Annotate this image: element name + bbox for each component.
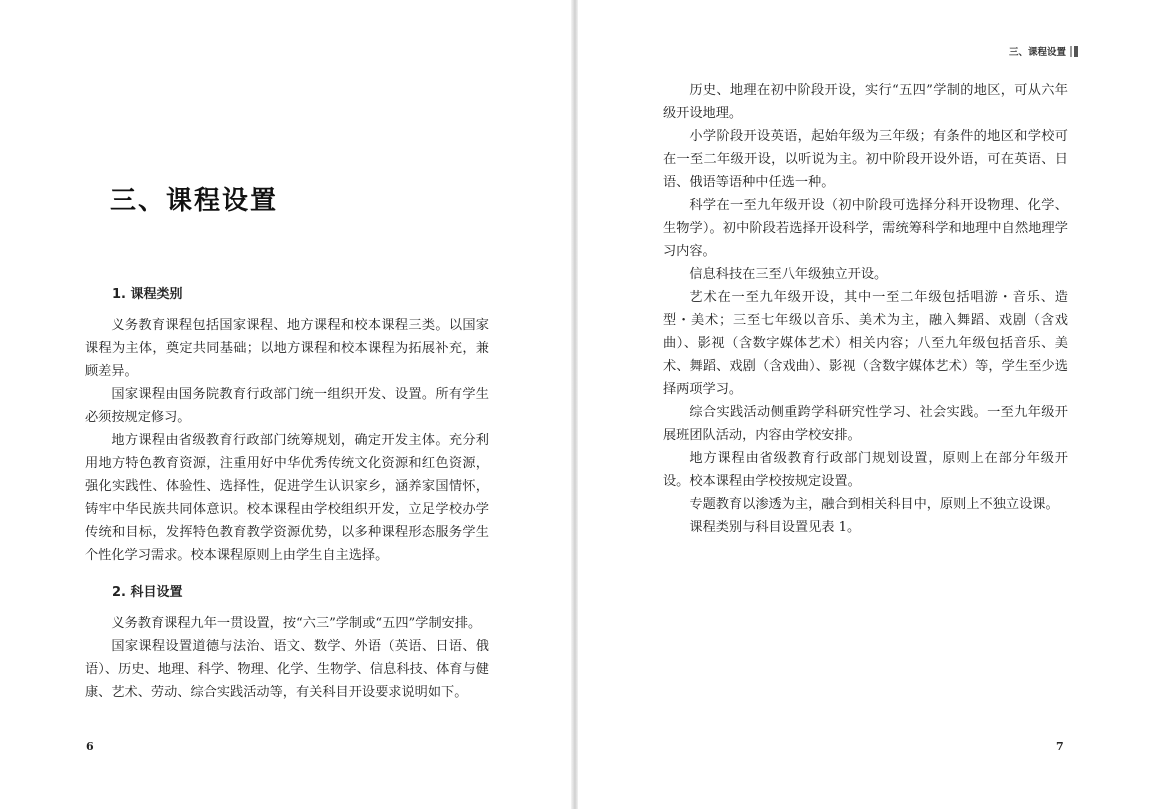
book-gutter bbox=[571, 0, 578, 809]
page-number-right: 7 bbox=[1056, 740, 1064, 753]
paragraph: 历史、地理在初中阶段开设，实行“五四”学制的地区，可从六年级开设地理。 bbox=[663, 83, 1068, 121]
header-bar-thick bbox=[1074, 46, 1078, 57]
paragraph: 科学在一至九年级开设（初中阶段可选择分科开设物理、化学、生物学）。初中阶段若选择开设科学，需统筹科学和地理中自然地理学习内容。 bbox=[663, 198, 1068, 259]
paragraph: 艺术在一至九年级开设，其中一至二年级包括唱游・音乐、造型・美术；三至七年级以音乐、美术为主，融入舞蹈、戏剧（含戏曲）、影视（含数字媒体艺术）相关内容；八至九年级包括音乐、美术、舞蹈、戏剧（含戏曲）、影视（含数字媒体艺术）等，学生至少选择两项学习。 bbox=[663, 290, 1068, 397]
section-body-subject-setup bbox=[85, 612, 489, 704]
page-number-left: 6 bbox=[86, 740, 94, 753]
header-bar-icon bbox=[1070, 46, 1078, 57]
running-header-title: 三、课程设置 bbox=[1008, 47, 1066, 58]
section-body-course-categories bbox=[85, 314, 489, 567]
paragraph: 小学阶段开设英语，起始年级为三年级；有条件的地区和学校可在一至二年级开设，以听说为主。初中阶段开设外语，可在英语、日语、俄语等语种中任选一种。 bbox=[663, 129, 1068, 190]
paragraph: 综合实践活动侧重跨学科研究性学习、社会实践。一至九年级开展班团队活动，内容由学校安排。 bbox=[663, 405, 1068, 443]
paragraph: 国家课程由国务院教育行政部门统一组织开发、设置。所有学生必须按规定修习。 bbox=[85, 387, 489, 425]
paragraph: 专题教育以渗透为主，融合到相关科目中，原则上不独立设课。 bbox=[689, 497, 1059, 512]
paragraph: 国家课程设置道德与法治、语文、数学、外语（英语、日语、俄语）、历史、地理、科学、物理、化学、生物学、信息科技、体育与健康、艺术、劳动、综合实践活动等，有关科目开设要求说明如下。 bbox=[85, 639, 489, 700]
header-bar-thin bbox=[1070, 46, 1072, 57]
section-heading-course-categories: 1. 课程类别 bbox=[112, 287, 183, 302]
left-page bbox=[0, 0, 573, 809]
paragraph: 课程类别与科目设置见表 1。 bbox=[689, 520, 861, 535]
paragraph: 义务教育课程包括国家课程、地方课程和校本课程三类。以国家课程为主体，奠定共同基础；以地方课程和校本课程为拓展补充，兼顾差异。 bbox=[85, 318, 489, 379]
paragraph: 地方课程由省级教育行政部门规划设置，原则上在部分年级开设。校本课程由学校按规定设置。 bbox=[663, 451, 1068, 489]
paragraph: 信息科技在三至八年级独立开设。 bbox=[689, 267, 888, 282]
paragraph: 义务教育课程九年一贯设置，按“六三”学制或“五四”学制安排。 bbox=[111, 616, 482, 631]
running-header bbox=[1009, 44, 1078, 58]
section-heading-subject-setup: 2. 科目设置 bbox=[112, 585, 183, 600]
paragraph: 地方课程由省级教育行政部门统筹规划，确定开发主体。充分利用地方特色教育资源，注重用好中华优秀传统文化资源和红色资源，强化实践性、体验性、选择性，促进学生认识家乡，涵养家国情怀，铸牢中华民族共同体意识。校本课程由学校组织开发，立足学校办学传统和目标，发挥特色教育教学资源优势，以多种课程形态服务学生个性化学习需求。校本课程原则上由学生自主选择。 bbox=[85, 433, 489, 563]
right-page-body bbox=[663, 79, 1068, 539]
chapter-title: 三、课程设置 bbox=[110, 186, 279, 216]
